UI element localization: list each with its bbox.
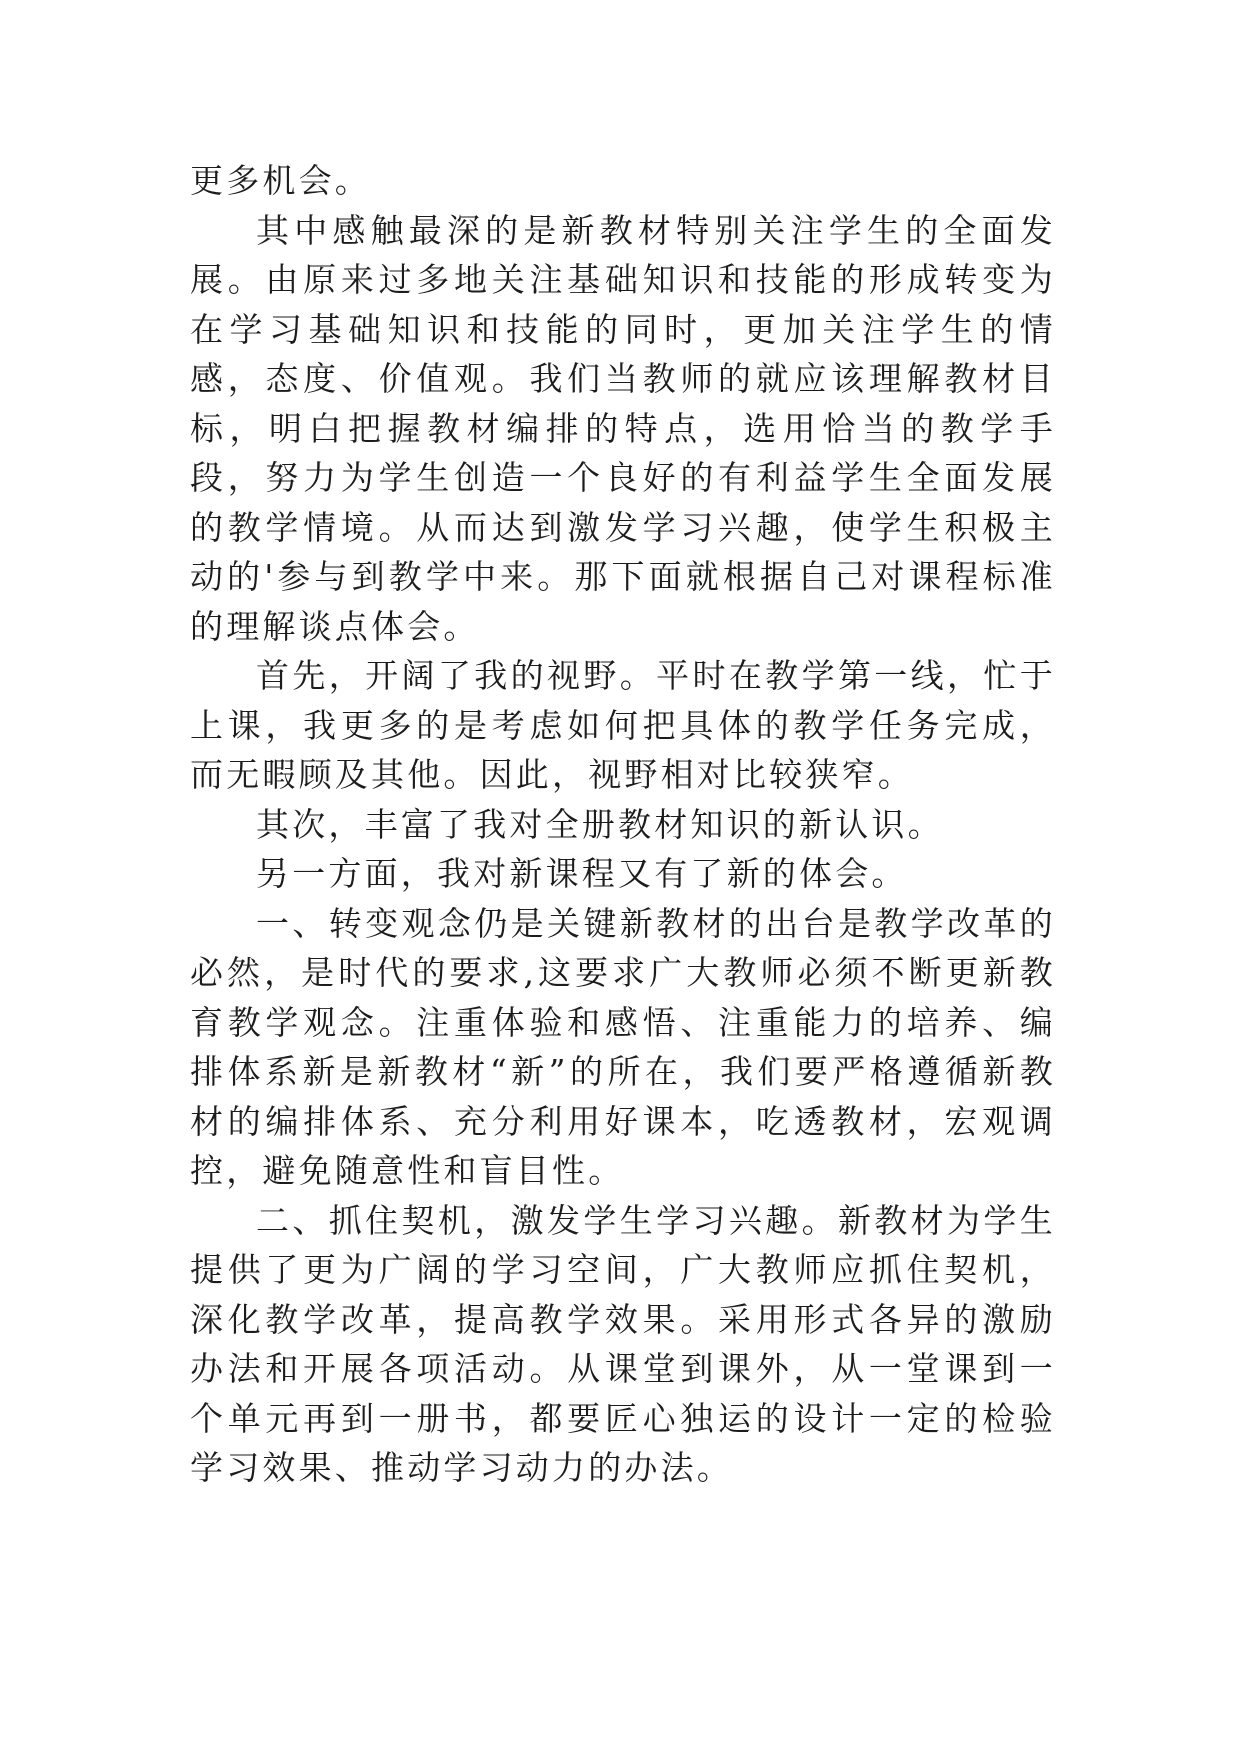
paragraph-continuation: 更多机会。 (190, 161, 371, 200)
paragraph-other-aspect: 另一方面，我对新课程又有了新的体会。 (256, 854, 908, 893)
paragraph-deepest-impression: 其中感触最深的是新教材特别关注学生的全面发展。由原来过多地关注基础知识和技能的形成转变为在学习基础知识和技能的同时，更加关注学生的情感，态度、价值观。我们当教师的就应该理解教材目标，明白把握教材编排的特点，选用恰当的教学手段，努力为学生创造一个良好的有利益学生全面发展的教学情境。从而达到激发学习兴趣，使学生积极主动的'参与到教学中来。那下面就根据自己对课程标准的理解谈点体会。 (190, 210, 1056, 646)
paragraph-section-one: 一、转变观念仍是关键新教材的出台是教学改革的必然，是时代的要求,这要求广大教师必须不断更新教育教学观念。注重体验和感悟、注重能力的培养、编排体系新是新教材“新”的所在，我们要严格遵循新教材的编排体系、充分利用好课本，吃透教材，宏观调控，避免随意性和盲目性。 (190, 903, 1056, 1190)
document-body (190, 156, 1056, 1493)
paragraph-first-point: 首先，开阔了我的视野。平时在教学第一线，忙于上课，我更多的是考虑如何把具体的教学任务完成，而无暇顾及其他。因此，视野相对比较狭窄。 (190, 656, 1056, 794)
paragraph-section-two: 二、抓住契机，激发学生学习兴趣。新教材为学生提供了更为广阔的学习空间，广大教师应抓住契机，深化教学改革，提高教学效果。采用形式各异的激励办法和开展各项活动。从课堂到课外，从一堂课到一个单元再到一册书，都要匠心独运的设计一定的检验学习效果、推动学习动力的办法。 (190, 1200, 1056, 1487)
paragraph-second-point: 其次，丰富了我对全册教材知识的新认识。 (256, 804, 944, 844)
